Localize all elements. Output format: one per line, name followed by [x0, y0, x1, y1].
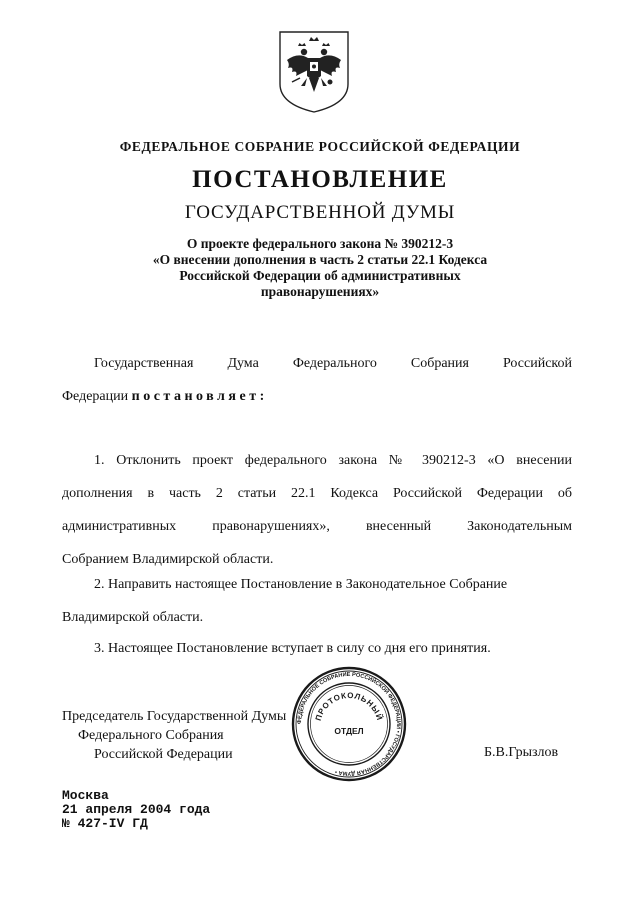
subject-line: правонарушениях»: [260, 284, 380, 299]
item-line: 1. Отклонить проект федерального закона № 390212-3 «О внесении: [94, 453, 572, 468]
intro-line: Государственная Дума Федерального Собрания Российской: [94, 356, 572, 371]
item-line: дополнения в часть 2 статьи 22.1 Кодекса Российской Федерации об: [62, 486, 572, 501]
signatory-title: Федерального Собрания: [78, 728, 224, 743]
item-line: Собранием Владимирской области.: [62, 552, 274, 567]
signature-block: [62, 707, 286, 764]
document-subtitle: ГОСУДАРСТВЕННОЙ ДУМЫ: [184, 202, 456, 223]
document-footer: [62, 789, 210, 831]
issue-city: Москва: [62, 788, 109, 803]
document-title: ПОСТАНОВЛЕНИЕ: [192, 166, 448, 193]
seal-outer-text: ФЕДЕРАЛЬНОЕ СОБРАНИЕ РОССИЙСКОЙ ФЕДЕРАЦИИ • ГОСУДАРСТВЕННАЯ ДУМА •: [296, 671, 402, 777]
seal-inner-top-text: ПРОТОКОЛЬНЫЙ: [313, 690, 385, 722]
resolution-item-2: [62, 568, 572, 634]
intro-paragraph: [62, 347, 572, 413]
item-line: 2. Направить настоящее Постановление в Законодательное Собрание: [94, 577, 508, 592]
organization-name: ФЕДЕРАЛЬНОЕ СОБРАНИЕ РОССИЙСКОЙ ФЕДЕРАЦИИ: [119, 139, 521, 154]
signatory-name: Б.В.Грызлов: [484, 745, 559, 760]
issue-date: 21 апреля 2004 года: [62, 802, 211, 817]
resolution-item-3: [62, 632, 572, 665]
intro-line: [62, 380, 572, 413]
document-subject: [90, 236, 550, 300]
coat-of-arms-icon: [278, 30, 350, 114]
item-line: Владимирской области.: [62, 610, 204, 625]
subject-line: О проекте федерального закона № 390212-3: [186, 236, 454, 251]
seal-center-text: ОТДЕЛ: [334, 726, 364, 736]
signatory-title: Российской Федерации: [94, 747, 233, 762]
official-seal-icon: [290, 665, 408, 783]
subject-line: «О внесении дополнения в часть 2 статьи 22.1 Кодекса: [152, 252, 488, 267]
item-line: административных правонарушениях», внесенный Законодательным: [62, 519, 572, 534]
signatory-title: Председатель Государственной Думы: [62, 709, 287, 724]
resolution-verb: постановляет:: [131, 389, 268, 404]
document-number: № 427-IV ГД: [62, 816, 148, 831]
intro-line-start: Федерации: [62, 389, 129, 404]
item-line: 3. Настоящее Постановление вступает в силу со дня его принятия.: [94, 641, 491, 656]
resolution-item-1: [62, 444, 572, 576]
subject-line: Российской Федерации об административных: [179, 268, 461, 283]
